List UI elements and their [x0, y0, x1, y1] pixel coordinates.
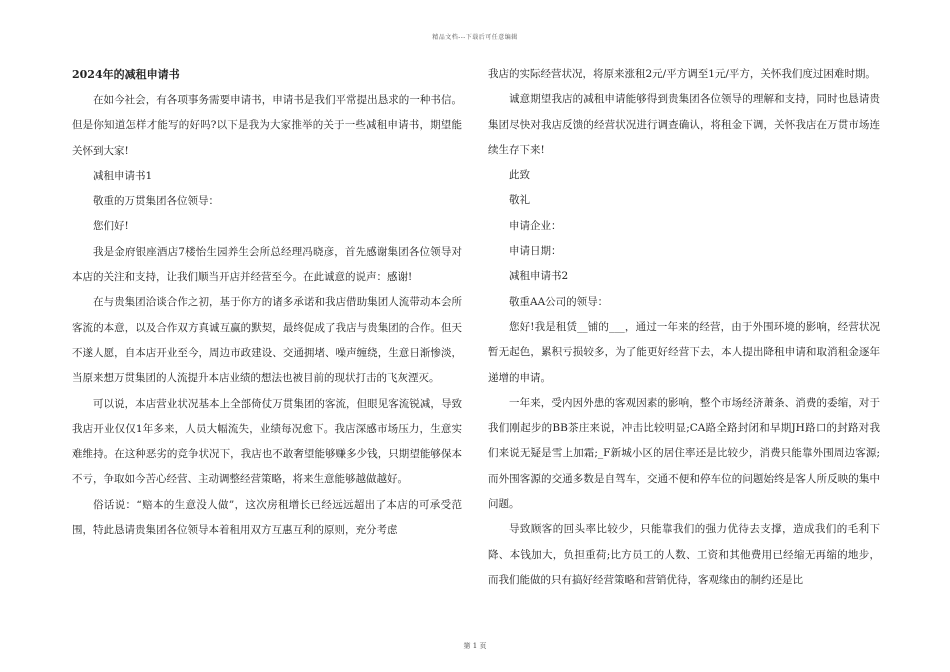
closing-salute: 敬礼	[509, 194, 530, 207]
salutation-1: 敬重的万贯集团各位领导：	[93, 195, 219, 208]
paragraph-body: 一年来，受内因外患的客观因素的影响，整个市场经济萧条、消费的委缩，对于我们刚起步的BB茶庄来说，冲击比较明显;CA路全路封闭和早期JH路口的封路对我们来说无疑是雪上加霜;_F新城小区的居住率还是比较少，消费只能靠外围周边客源;而外围客源的交通多数是自驾车，交通不便和停车位的问题始终是客人所反映的集中问题。	[488, 396, 880, 511]
paragraph-body: 俗话说：“赔本的生意没人做”，这次房租增长已经远远超出了本店的可承受范围，特此恳请贵集团各位领导本着租用双方互惠互利的原则，充分考虑	[72, 498, 462, 537]
application-date-field: 申请日期：	[509, 245, 562, 258]
letter-heading-2: 减租申请书2	[509, 270, 569, 283]
page-header: 精品文档---下载后可任意编辑	[432, 34, 518, 41]
salutation-2: 敬重AA公司的领导：	[509, 295, 609, 308]
applicant-company-field: 申请企业：	[509, 219, 562, 232]
paragraph-body: 可以说，本店营业状况基本上全部倚仗万贯集团的客流，但眼见客流锐减，导致我店开业仅仅1年多来，人员大幅流失，业绩每况愈下。我店深感市场压力，生意实难维持。在这种恶劣的竞争状况下，我店也不敢奢望能够赚多少钱，只期望能够保本不亏，争取如今苦心经营、主动调整经营策略，将来生意能够越做越好。	[72, 397, 462, 486]
paragraph-body: 导致顾客的回头率比较少，只能靠我们的强力优待去支撑，造成我们的毛利下降、本钱加大，负担重荷;比方员工的人数、工资和其他费用已经缩无再缩的地步，而我们能做的只有搞好经营策略和营销优待，客观缘由的制约还是比	[488, 523, 880, 586]
page-number: 第 1 页	[463, 642, 487, 650]
left-column	[72, 62, 462, 543]
paragraph-body: 我是金府银座酒店7楼怡生园养生会所总经理冯晓彦，首先感谢集团各位领导对本店的关注和支持，让我们顺当开店并经营至今。在此诚意的说声：感谢!	[72, 245, 462, 284]
paragraph-continued: 我店的实际经营状况，将原来涨租2元/平方调至1元/平方，关怀我们度过困难时期。	[488, 68, 876, 80]
closing-line: 此致	[509, 169, 530, 182]
paragraph-body: 您好!我是租赁__铺的___，通过一年来的经营，由于外围环境的影响，经营状况暂无起色，累积亏损较多，为了能更好经营下去，本人提出降租申请和取消租金逐年递增的申请。	[488, 320, 880, 384]
paragraph-body: 在与贵集团洽谈合作之初，基于你方的诸多承诺和我店借助集团人流带动本会所客流的本意，以及合作双方真诚互赢的默契，最终促成了我店与贵集团的合作。但天不遂人愿，自本店开业至今，周边市政建设、交通拥堵、噪声缠绕，生意日渐惨淡，当原来想万贯集团的人流提升本店业绩的想法也被目前的现状打击的飞灰湮灭。	[72, 296, 462, 385]
document-title: 2024年的减租申请书	[72, 68, 180, 81]
paragraph-intro: 在如今社会，有各项事务需要申请书，申请书是我们平常提出恳求的一种书信。但是你知道怎样才能写的好吗?以下是我为大家推举的关于一些减租申请书，期望能关怀到大家!	[72, 94, 462, 157]
right-column	[488, 62, 880, 593]
letter-heading-1: 减租申请书1	[93, 169, 153, 182]
greeting-1: 您们好!	[93, 220, 129, 233]
paragraph-body: 诚意期望我店的减租申请能够得到贵集团各位领导的理解和支持，同时也恳请贵集团尽快对我店反馈的经营状况进行调查确认，将租金下调，关怀我店在万贯市场连续生存下来!	[488, 93, 880, 156]
